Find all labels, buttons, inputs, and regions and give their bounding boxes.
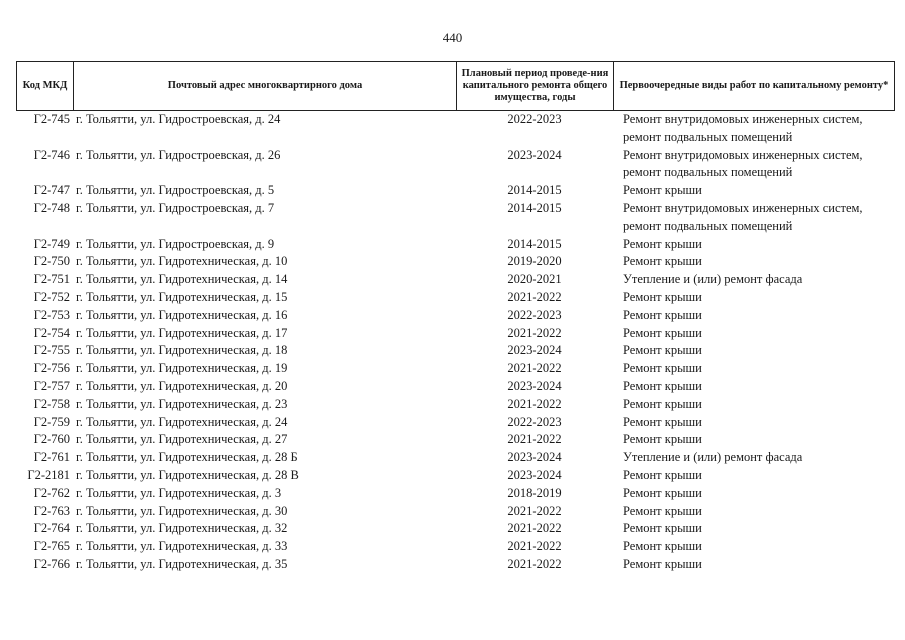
table-row [16, 271, 895, 289]
row-works: Ремонт крыши [623, 521, 702, 536]
row-period: 2014-2015 [507, 200, 562, 215]
row-works: Утепление и (или) ремонт фасада [623, 450, 803, 465]
table-row [16, 236, 895, 254]
row-address: г. Тольятти, ул. Гидротехническая, д. 33 [76, 539, 288, 554]
row-works: Ремонт крыши [623, 378, 702, 393]
row-code: Г2-748 [33, 200, 70, 215]
row-period: 2021-2022 [507, 289, 562, 304]
row-period: 2018-2019 [507, 485, 562, 500]
table-row [16, 396, 895, 414]
table-row [16, 307, 895, 325]
row-period: 2014-2015 [507, 183, 562, 198]
row-address: г. Тольятти, ул. Гидротехническая, д. 35 [76, 556, 288, 571]
row-works: Ремонт крыши [623, 236, 702, 251]
row-period: 2023-2024 [507, 467, 562, 482]
row-code: Г2-764 [33, 521, 70, 536]
row-code: Г2-759 [33, 414, 70, 429]
row-works: Ремонт крыши [623, 325, 702, 340]
row-period: 2020-2021 [507, 272, 562, 287]
row-period: 2021-2022 [507, 432, 562, 447]
row-period: 2023-2024 [507, 378, 562, 393]
table-body [16, 111, 895, 574]
row-works: Ремонт крыши [623, 396, 702, 411]
row-period: 2021-2022 [507, 396, 562, 411]
table-header [16, 61, 895, 111]
row-works: Ремонт крыши [623, 432, 702, 447]
row-code: Г2-754 [33, 325, 70, 340]
table-row [16, 200, 895, 236]
row-address: г. Тольятти, ул. Гидростроевская, д. 24 [76, 112, 281, 126]
row-works: Ремонт крыши [623, 183, 702, 198]
row-period: 2021-2022 [507, 503, 562, 518]
page-number: 440 [442, 30, 463, 45]
row-works: Ремонт крыши [623, 539, 702, 554]
row-code: Г2-761 [33, 450, 70, 465]
row-code: Г2-746 [33, 147, 70, 162]
row-works: Ремонт крыши [623, 467, 702, 482]
row-period: 2021-2022 [507, 539, 562, 554]
row-address: г. Тольятти, ул. Гидростроевская, д. 5 [76, 183, 275, 198]
table-row [16, 147, 895, 183]
table-row [16, 289, 895, 307]
row-period: 2021-2022 [507, 556, 562, 571]
row-period: 2021-2022 [507, 521, 562, 536]
row-address: г. Тольятти, ул. Гидротехническая, д. 27 [76, 432, 288, 447]
row-works: Ремонт внутридомовых инженерных систем, ремонт подвальных помещений [623, 147, 863, 180]
row-address: г. Тольятти, ул. Гидротехническая, д. 19 [76, 361, 288, 376]
header-period: Плановый период проведе-ния капитального ремонта общего имущества, годы [457, 62, 614, 110]
table-row [16, 449, 895, 467]
row-address: г. Тольятти, ул. Гидротехническая, д. 16 [76, 307, 288, 322]
row-code: Г2-2181 [27, 467, 70, 482]
table-row [16, 360, 895, 378]
row-address: г. Тольятти, ул. Гидротехническая, д. 30 [76, 503, 288, 518]
row-code: Г2-763 [33, 503, 70, 518]
table-row [16, 485, 895, 503]
row-address: г. Тольятти, ул. Гидротехническая, д. 18 [76, 343, 288, 358]
table-row [16, 431, 895, 449]
row-period: 2023-2024 [507, 147, 562, 162]
row-code: Г2-760 [33, 432, 70, 447]
table-row [16, 182, 895, 200]
table-row [16, 342, 895, 360]
row-works: Ремонт крыши [623, 254, 702, 269]
row-address: г. Тольятти, ул. Гидростроевская, д. 26 [76, 147, 281, 162]
row-address: г. Тольятти, ул. Гидротехническая, д. 32 [76, 521, 288, 536]
header-code: Код МКД [17, 62, 74, 110]
row-code: Г2-750 [33, 254, 70, 269]
row-period: 2021-2022 [507, 325, 562, 340]
row-address: г. Тольятти, ул. Гидростроевская, д. 7 [76, 200, 275, 215]
row-address: г. Тольятти, ул. Гидростроевская, д. 9 [76, 236, 275, 251]
row-period: 2023-2024 [507, 450, 562, 465]
row-address: г. Тольятти, ул. Гидротехническая, д. 28 Б [76, 450, 298, 465]
row-period: 2014-2015 [507, 236, 562, 251]
row-works: Ремонт внутридомовых инженерных систем, ремонт подвальных помещений [623, 112, 863, 144]
row-works: Утепление и (или) ремонт фасада [623, 272, 803, 287]
row-address: г. Тольятти, ул. Гидротехническая, д. 15 [76, 289, 288, 304]
row-code: Г2-765 [33, 539, 70, 554]
row-code: Г2-757 [33, 378, 70, 393]
row-code: Г2-755 [33, 343, 70, 358]
row-period: 2019-2020 [507, 254, 562, 269]
row-works: Ремонт крыши [623, 503, 702, 518]
row-code: Г2-745 [33, 112, 70, 126]
table-row [16, 414, 895, 432]
row-works: Ремонт внутридомовых инженерных систем, ремонт подвальных помещений [623, 200, 863, 233]
row-period: 2022-2023 [507, 307, 562, 322]
table-row [16, 538, 895, 556]
row-period: 2023-2024 [507, 343, 562, 358]
table-row [16, 467, 895, 485]
row-address: г. Тольятти, ул. Гидротехническая, д. 28 В [76, 467, 299, 482]
row-works: Ремонт крыши [623, 307, 702, 322]
row-period: 2022-2023 [507, 414, 562, 429]
row-code: Г2-751 [33, 272, 70, 287]
row-works: Ремонт крыши [623, 556, 702, 571]
table-row [16, 520, 895, 538]
row-code: Г2-753 [33, 307, 70, 322]
row-works: Ремонт крыши [623, 414, 702, 429]
row-address: г. Тольятти, ул. Гидротехническая, д. 24 [76, 414, 288, 429]
table-row [16, 253, 895, 271]
row-address: г. Тольятти, ул. Гидротехническая, д. 3 [76, 485, 282, 500]
row-works: Ремонт крыши [623, 343, 702, 358]
table-row [16, 325, 895, 343]
row-code: Г2-758 [33, 396, 70, 411]
row-code: Г2-756 [33, 361, 70, 376]
header-address: Почтовый адрес многоквартирного дома [74, 62, 457, 110]
row-code: Г2-752 [33, 289, 70, 304]
table-row [16, 378, 895, 396]
row-address: г. Тольятти, ул. Гидротехническая, д. 17 [76, 325, 288, 340]
row-code: Г2-747 [33, 183, 70, 198]
header-works: Первоочередные виды работ по капитальному ремонту* [619, 80, 889, 91]
row-period: 2021-2022 [507, 361, 562, 376]
table-row [16, 111, 895, 147]
row-address: г. Тольятти, ул. Гидротехническая, д. 14 [76, 272, 288, 287]
row-works: Ремонт крыши [623, 485, 702, 500]
row-code: Г2-766 [33, 556, 70, 571]
row-address: г. Тольятти, ул. Гидротехническая, д. 20 [76, 378, 288, 393]
table-row [16, 556, 895, 574]
row-period: 2022-2023 [507, 112, 562, 126]
row-code: Г2-762 [33, 485, 70, 500]
table-row [16, 503, 895, 521]
row-works: Ремонт крыши [623, 361, 702, 376]
row-works: Ремонт крыши [623, 289, 702, 304]
row-address: г. Тольятти, ул. Гидротехническая, д. 10 [76, 254, 288, 269]
row-address: г. Тольятти, ул. Гидротехническая, д. 23 [76, 396, 288, 411]
row-code: Г2-749 [33, 236, 70, 251]
